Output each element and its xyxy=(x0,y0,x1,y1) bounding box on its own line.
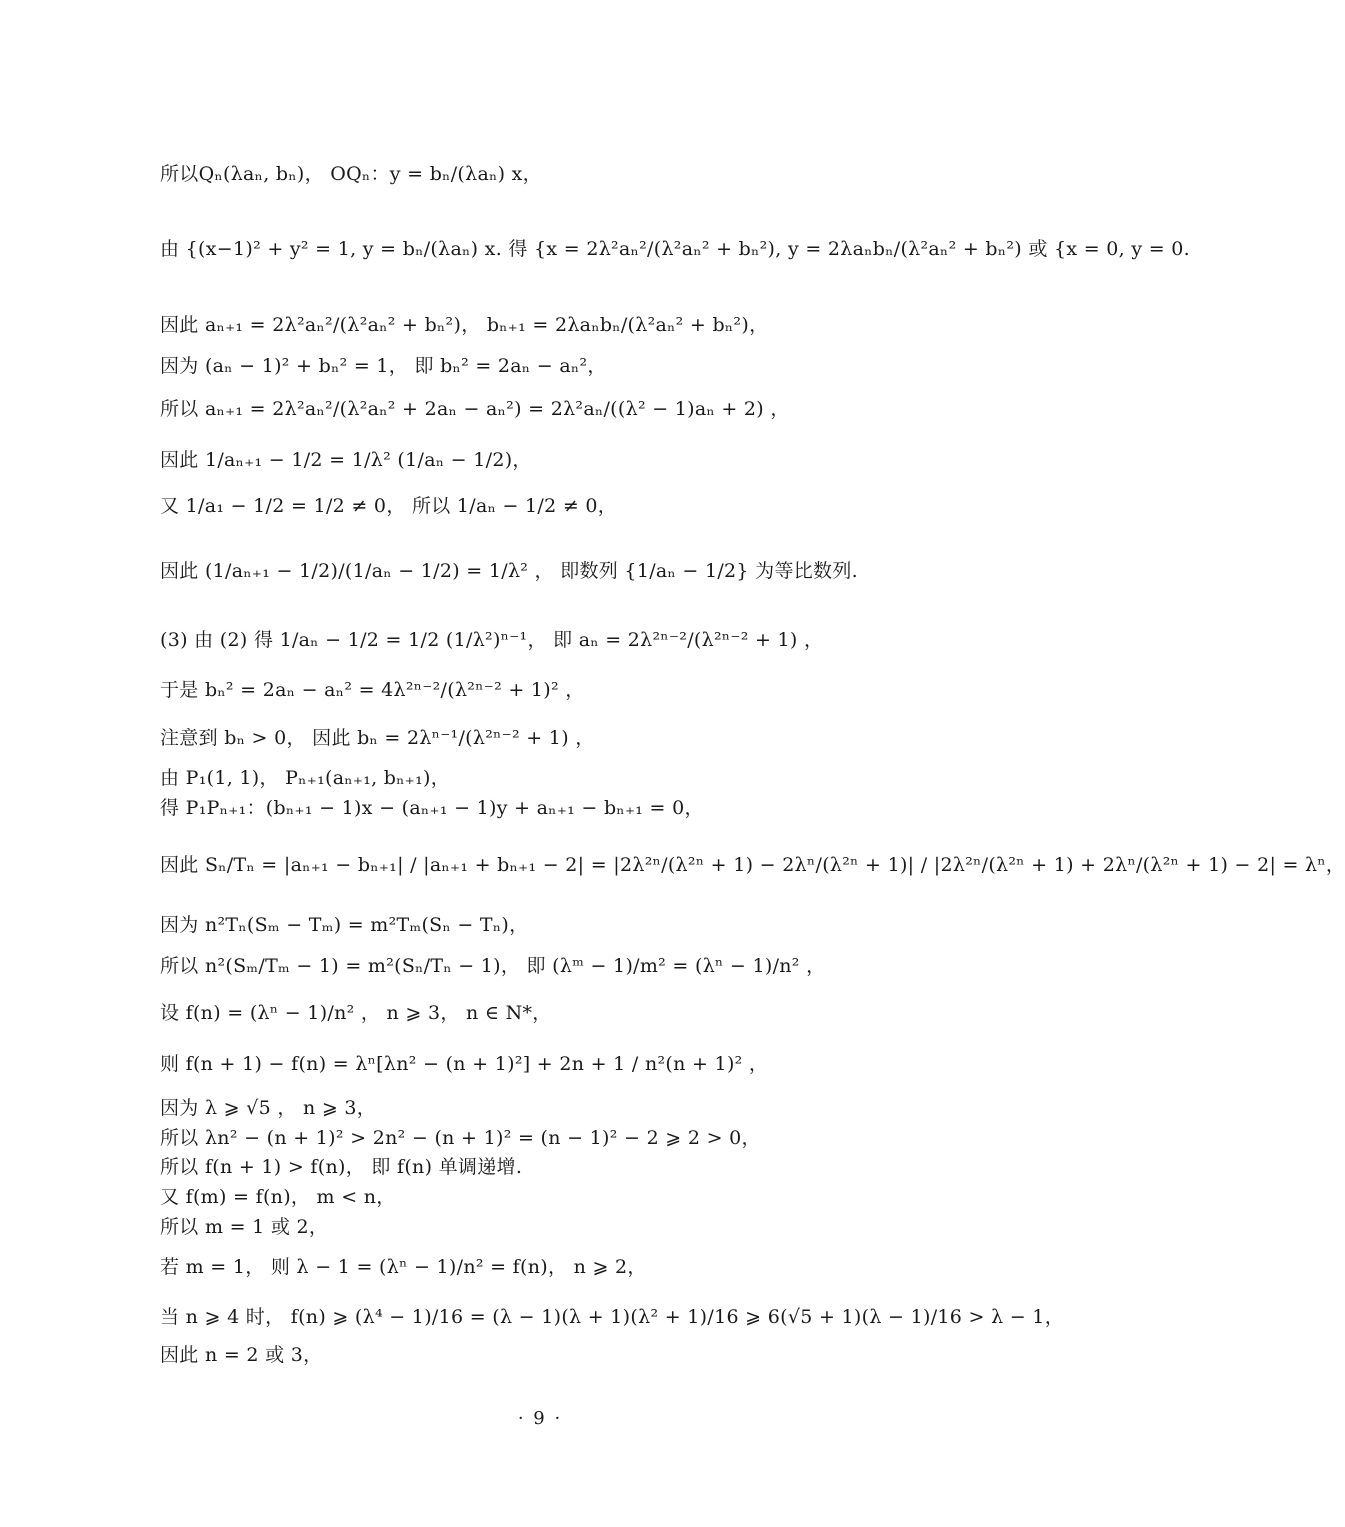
solution-line-10: 于是 bₙ² = 2aₙ − aₙ² = 4λ²ⁿ⁻²/(λ²ⁿ⁻² + 1)² ， xyxy=(160,679,585,701)
solution-line-21: 所以 f(n + 1) > f(n)， 即 f(n) 单调递增. xyxy=(160,1156,523,1178)
solution-line-26: 因此 n = 2 或 3， xyxy=(160,1344,323,1366)
solution-line-6: 因此 1/aₙ₊₁ − 1/2 = 1/λ² (1/aₙ − 1/2)， xyxy=(160,449,532,471)
solution-line-15: 因为 n²Tₙ(Sₘ − Tₘ) = m²Tₘ(Sₙ − Tₙ)， xyxy=(160,914,529,936)
solution-line-22: 又 f(m) = f(n)， m < n， xyxy=(160,1186,396,1208)
solution-line-14: 因此 Sₙ/Tₙ = |aₙ₊₁ − bₙ₊₁| / |aₙ₊₁ + bₙ₊₁ − 2| = |2λ²ⁿ/(λ²ⁿ + 1) − 2λⁿ/(λ²ⁿ + 1)| / |2λ²ⁿ/(λ²ⁿ + 1) + 2λⁿ/(λ²ⁿ + 1) − 2| = λⁿ， xyxy=(160,854,1345,876)
solution-line-18: 则 f(n + 1) − f(n) = λⁿ[λn² − (n + 1)²] + 2n + 1 / n²(n + 1)² ， xyxy=(160,1053,769,1075)
solution-line-8: 因此 (1/aₙ₊₁ − 1/2)/(1/aₙ − 1/2) = 1/λ² ， 即数列 {1/aₙ − 1/2} 为等比数列. xyxy=(160,560,859,582)
solution-line-23: 所以 m = 1 或 2， xyxy=(160,1216,329,1238)
solution-line-3: 因此 aₙ₊₁ = 2λ²aₙ²/(λ²aₙ² + bₙ²)， bₙ₊₁ = 2λaₙbₙ/(λ²aₙ² + bₙ²)， xyxy=(160,314,769,336)
solution-line-4: 因为 (aₙ − 1)² + bₙ² = 1， 即 bₙ² = 2aₙ − aₙ²， xyxy=(160,355,607,377)
solution-line-7: 又 1/a₁ − 1/2 = 1/2 ≠ 0， 所以 1/aₙ − 1/2 ≠ 0， xyxy=(160,495,618,517)
solution-line-24: 若 m = 1， 则 λ − 1 = (λⁿ − 1)/n² = f(n)， n ⩾ 2， xyxy=(160,1256,647,1278)
solution-line-17: 设 f(n) = (λⁿ − 1)/n² ， n ⩾ 3， n ∈ N*， xyxy=(160,1002,552,1024)
solution-line-16: 所以 n²(Sₘ/Tₘ − 1) = m²(Sₙ/Tₙ − 1)， 即 (λᵐ − 1)/m² = (λⁿ − 1)/n² ， xyxy=(160,955,826,977)
solution-line-1: 所以Qₙ(λaₙ, bₙ)， OQₙ：y = bₙ/(λaₙ) x， xyxy=(160,163,542,185)
solution-line-20: 所以 λn² − (n + 1)² > 2n² − (n + 1)² = (n − 1)² − 2 ⩾ 2 > 0， xyxy=(160,1127,761,1149)
solution-line-11: 注意到 bₙ > 0， 因此 bₙ = 2λⁿ⁻¹/(λ²ⁿ⁻² + 1) ， xyxy=(160,727,595,749)
solution-line-9: (3) 由 (2) 得 1/aₙ − 1/2 = 1/2 (1/λ²)ⁿ⁻¹， 即 aₙ = 2λ²ⁿ⁻²/(λ²ⁿ⁻² + 1) ， xyxy=(160,629,824,651)
solution-line-12: 由 P₁(1, 1)， Pₙ₊₁(aₙ₊₁, bₙ₊₁)， xyxy=(160,767,451,789)
solution-line-13: 得 P₁Pₙ₊₁：(bₙ₊₁ − 1)x − (aₙ₊₁ − 1)y + aₙ₊₁ − bₙ₊₁ = 0， xyxy=(160,797,704,819)
solution-line-19: 因为 λ ⩾ √5 ， n ⩾ 3， xyxy=(160,1097,377,1119)
solution-line-25: 当 n ⩾ 4 时， f(n) ⩾ (λ⁴ − 1)/16 = (λ − 1)(λ + 1)(λ² + 1)/16 ⩾ 6(√5 + 1)(λ − 1)/16 > λ − 1， xyxy=(160,1306,1064,1328)
page-number: · 9 · xyxy=(517,1408,563,1429)
solution-line-5: 所以 aₙ₊₁ = 2λ²aₙ²/(λ²aₙ² + 2aₙ − aₙ²) = 2λ²aₙ/((λ² − 1)aₙ + 2) ， xyxy=(160,398,790,420)
solution-line-2: 由 {(x−1)² + y² = 1, y = bₙ/(λaₙ) x. 得 {x = 2λ²aₙ²/(λ²aₙ² + bₙ²), y = 2λaₙbₙ/(λ²aₙ² + bₙ²) 或 {x = 0, y = 0. xyxy=(160,238,1191,260)
